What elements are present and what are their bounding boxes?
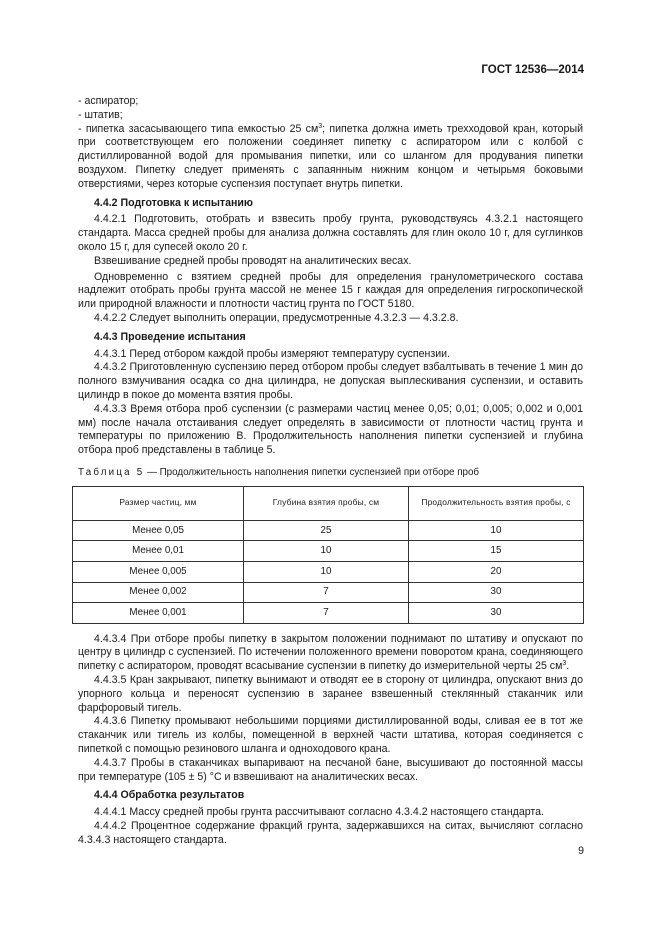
section-heading-preparation: 4.4.2 Подготовка к испытанию bbox=[94, 196, 253, 209]
table-row bbox=[73, 603, 584, 624]
section-heading-results: 4.4.4 Обработка результатов bbox=[94, 789, 245, 802]
table-row bbox=[73, 541, 584, 562]
pipette-text-rest: ; пипетка должна иметь трехходовой кран, который при соответствующем его положении соединяет пипетку с аспиратором или с колбой с дистиллированной водой для промывания пипетки, или со шлангом для продувания пипетки воздухом. Пипетку следует применять с запаянным нижним концом и четырьмя боковыми отверстиями, через которые суспензия поступает внутрь пипетки. bbox=[78, 122, 583, 190]
pipette-sup: 3 bbox=[318, 122, 323, 130]
table-cell: 25 bbox=[244, 520, 409, 541]
pipette-text-prefix: - пипетка засасывающего типа емкостью 25 см bbox=[78, 122, 319, 135]
p4-sup: 3 bbox=[562, 660, 567, 668]
paragraph-4-4-3-1: 4.4.3.1 Перед отбором каждой пробы измеряют температуру суспензии. bbox=[94, 347, 451, 360]
table-row bbox=[73, 582, 584, 603]
table-cell: Менее 0,001 bbox=[73, 603, 244, 624]
paragraph-4-4-2-1: 4.4.2.1 Подготовить, отобрать и взвесить пробу грунта, руководствуясь 4.3.2.1 настоящего стандарта. Масса средней пробы для анализа должна составлять для глин около 10 г, для суглинков около 15 г, для супесей около 20 г. bbox=[78, 213, 583, 253]
table-header-row bbox=[73, 486, 584, 520]
table-caption bbox=[78, 466, 583, 480]
sampling-duration-table bbox=[72, 486, 584, 624]
table-cell: Менее 0,05 bbox=[73, 520, 244, 541]
paragraph-4-4-4-1: 4.4.4.1 Массу средней пробы грунта рассчитывают согласно 4.3.4.2 настоящего стандарта. bbox=[94, 806, 544, 819]
paragraph-weighing: Взвешивание средней пробы проводят на аналитических весах. bbox=[94, 254, 412, 267]
table-caption-text: — Продолжительность наполнения пипетки суспензией при отборе проб bbox=[144, 466, 480, 478]
paragraph-4-4-2-2: 4.4.2.2 Следует выполнить операции, предусмотренные 4.3.2.3 — 4.3.2.8. bbox=[94, 311, 459, 324]
paragraph-4-4-3-7: 4.4.3.7 Пробы в стаканчиках выпаривают на песчаной бане, высушивают до постоянной массы при температуре (105 ± 5) °С и взвешивают на аналитических весах. bbox=[78, 756, 583, 783]
paragraph-4-4-4-2: 4.4.4.2 Процентное содержание фракций грунта, задержавшихся на ситах, вычисляют согласно 4.3.4.3 настоящего стандарта. bbox=[78, 820, 583, 846]
paragraph-simultaneous-sampling: Одновременно с взятием средней пробы для определения гранулометрического состава надлежит отобрать пробы грунта массой не менее 15 г каждая для определения гигроскопической или природной влажности и плотности частиц грунта по ГОСТ 5180. bbox=[78, 270, 583, 311]
table-header-cell: Глубина взятия пробы, см bbox=[244, 486, 409, 520]
p4-end-text: . bbox=[566, 660, 570, 673]
list-item-stand: - штатив; bbox=[78, 108, 123, 121]
table-header-cell: Размер частиц, мм bbox=[73, 486, 244, 520]
table-header-cell: Продолжительность взятия пробы, с bbox=[409, 486, 584, 520]
list-item-aspirator: - аспиратор; bbox=[78, 95, 139, 107]
table-cell: 10 bbox=[409, 520, 584, 541]
table-row bbox=[73, 561, 584, 582]
p4-main-text: 4.4.3.4 При отборе пробы пипетку в закрытом положении поднимают по штативу и опускают по центру в цилиндр с суспензией. По истечении положенного времени поворотом крана, соединяющего пипетку с аспиратором, проводят всасывание суспензии в пипетку до измерительной черты 25 см bbox=[78, 632, 583, 673]
page-number: 9 bbox=[578, 845, 584, 857]
list-item-pipette bbox=[78, 123, 583, 192]
table-cell: Менее 0,01 bbox=[73, 541, 244, 562]
table-caption-label: Таблица 5 bbox=[78, 466, 145, 478]
page-content bbox=[78, 95, 583, 848]
table-cell: 7 bbox=[244, 582, 409, 603]
paragraph-4-4-3-3: 4.4.3.3 Время отбора проб суспензии (с размерами частиц менее 0,05; 0,01; 0,005; 0,002 и 0,001 мм) после начала отстаивания следует определять в зависимости от плотности частиц грунта и температуры по приложению В. Продолжительность наполнения пипетки суспензией и глубина отбора проб представлены в таблице 5. bbox=[78, 402, 583, 457]
table-cell: 20 bbox=[409, 561, 584, 582]
paragraph-4-4-3-6: 4.4.3.6 Пипетку промывают небольшими порциями дистиллированной воды, сливая ее в тот же стаканчик или тигель из колбы, помещенной в верхней части штатива, которая соединяется с пипеткой с помощью резинового шланга и одноходового крана. bbox=[78, 715, 583, 756]
table-cell: 10 bbox=[244, 561, 409, 582]
paragraph-4-4-3-4 bbox=[78, 633, 583, 674]
table-cell: 15 bbox=[409, 541, 584, 562]
table-cell: Менее 0,005 bbox=[73, 561, 244, 582]
document-header: ГОСТ 12536—2014 bbox=[481, 64, 584, 76]
paragraph-4-4-3-2: 4.4.3.2 Приготовленную суспензию перед отбором пробы следует взбалтывать в течение 1 мин до полного взмучивания осадка со дна цилиндра, не допуская выплескивания суспензии, и оставить цилиндр в покое до момента взятия пробы. bbox=[78, 361, 583, 401]
table-row bbox=[73, 520, 584, 541]
table-cell: 30 bbox=[409, 603, 584, 624]
table-cell: Менее 0,002 bbox=[73, 582, 244, 603]
table-cell: 7 bbox=[244, 603, 409, 624]
table-cell: 10 bbox=[244, 541, 409, 562]
paragraph-4-4-3-5: 4.4.3.5 Кран закрывают, пипетку вынимают и отводят ее в сторону от цилиндра, опускают вниз до упорного кольца и переносят суспензию в заранее взвешенный стеклянный стаканчик или фарфоровый тигель. bbox=[78, 674, 583, 714]
section-heading-testing: 4.4.3 Проведение испытания bbox=[94, 330, 246, 343]
table-cell: 30 bbox=[409, 582, 584, 603]
